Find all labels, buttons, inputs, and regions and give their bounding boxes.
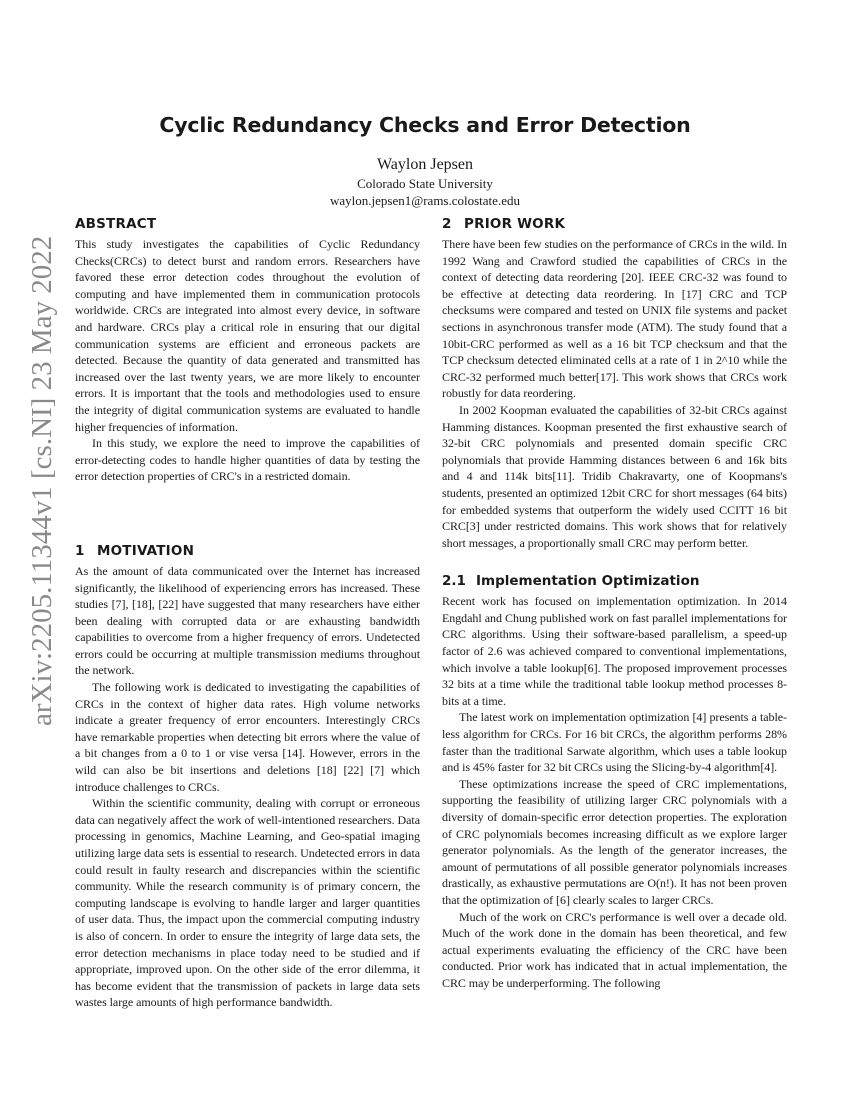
motivation-paragraph: Within the scientific community, dealing with corrupt or erroneous data can negatively affect the work of well-intentioned researchers. Data processing in genomics, Machine Learning, and Geo-spatial imaging utilizing large data sets is essential to research. Undetected errors in data could result in faulty research and discrepancies within the scientific community. While the research community is of primary concern, the computing landscape is evolving to handle larger and larger quantities of user data. Thus, the impact upon the commercial computing industry is also of concern. In order to ensure the integrity of large data sets, the error detection mechanisms in place today need to be studied and if appropriate, improved upon. On the other side of the error dilemma, it has become evident that the transmission of packets in large data sets wastes large amounts of high performance bandwidth. xyxy=(75,796,420,1010)
prior-work-paragraph: There have been few studies on the performance of CRCs in the wild. In 1992 Wang and Crawford studied the capabilities of CRCs in the context of detecting data reordering [20]. IEEE CRC-32 was found to be effective at detecting data reordering. In [17] CRC and TCP checksums were compared and tested on UNIX file systems and packet sections in asynchronous transfer mode (ATM). The study found that a 10bit-CRC performed as well as a 16 bit TCP checksum and that the TCP checksum detected eliminated cells at a rate of 1 in 2^10 while the CRC-32 performed much better[17]. This work shows that CRCs work robustly for data reordering. xyxy=(442,237,787,401)
section-title: PRIOR WORK xyxy=(464,216,566,232)
abstract-paragraph: In this study, we explore the need to improve the capabilities of error-detecting codes to handle higher quantities of data by testing the error detection properties of CRC's in a restricted domain. xyxy=(75,436,420,484)
section-number: 2 xyxy=(442,216,452,232)
author-affiliation: Colorado State University xyxy=(357,176,493,191)
abstract-paragraph: This study investigates the capabilities of Cyclic Redundancy Checks(CRCs) to detect burst and random errors. Researchers have favored these error detection codes throughout the evolution of computing and have implemented them in communication protocols worldwide. CRCs are integrated into almost every device, in software and hardware. CRCs play a critical role in ensuring that our digital communication systems are efficient and erroneous packets are detected. Because the quantity of data generated and transmitted has increased over the last twenty years, we are more likely to encounter errors. It is important that the tools and methodologies used to ensure the integrity of digital communication systems are evaluated to handle higher frequencies of information. xyxy=(75,237,420,434)
subsection-number: 2.1 xyxy=(442,573,466,590)
prior-work-heading xyxy=(442,216,787,232)
motivation-heading xyxy=(75,543,420,559)
left-column xyxy=(75,216,420,1011)
paper-title: Cyclic Redundancy Checks and Error Detection xyxy=(159,113,691,137)
prior-work-paragraph: In 2002 Koopman evaluated the capabilities of 32-bit CRCs against Hamming distances. Koopman presented the first exhaustive search of 32-bit CRC polynomials and presented domain specific CRC polynomials that provide Hamming distances between 6 and 16k bits and 4 and 114k bits[11]. Tridib Chakravarty, one of Koopmans's students, presented an optimized 12bit CRC for short messages (64 bits) for embedded systems that outperform the widely used CCITT 16 bit CRC[3] under restricted domains. This work shows that for relatively short messages, a proportionally small CRC may perform better. xyxy=(442,402,787,550)
author-email: waylon.jepsen1@rams.colostate.edu xyxy=(330,193,520,208)
prior-work-section xyxy=(442,216,787,551)
motivation-paragraph: The following work is dedicated to investigating the capabilities of CRCs in the context of higher data rates. High volume networks indicate a greater frequency of error encounters. Interestingly CRCs have remarkable properties when detecting bit errors where the value of a bit changes from a 0 to 1 or vise versa [14]. However, errors in the wild can also be bit insertions and deletions [18] [22] [7] which introduce challenges to CRCs. xyxy=(75,680,420,794)
motivation-section xyxy=(75,543,420,1011)
section-number: 1 xyxy=(75,542,85,559)
implementation-section xyxy=(442,573,787,991)
motivation-paragraph: As the amount of data communicated over the Internet has increased significantly, the likelihood of experiencing errors has increased. These studies [7], [18], [22] have suggested that many researchers have either been dealing with corrupted data or are exhausting bandwidth capabilities to overcome from a higher frequency of errors. Undetected errors could be occurring at multiple transmission mediums throughout the network. xyxy=(75,563,420,678)
implementation-heading xyxy=(442,573,787,589)
subsection-title: Implementation Optimization xyxy=(476,573,700,590)
implementation-paragraph: Much of the work on CRC's performance is well over a decade old. Much of the work done in the domain has been theoretical, and few actual experiments evaluating the efficiency of the CRC have been conducted. Prior work has indicated that in actual implementation, the CRC may be underperforming. The following xyxy=(442,909,787,990)
section-title: MOTIVATION xyxy=(97,542,195,559)
abstract-heading: ABSTRACT xyxy=(75,216,157,232)
right-column xyxy=(442,216,787,992)
implementation-paragraph: Recent work has focused on implementation optimization. In 2014 Engdahl and Chung published work on fast parallel implementations for CRC algorithms. Using their software-based parallelism, a speed-up factor of 2.6 was achieved compared to conventional implementations, which involve a table lookup[6]. The proposed improvement processes 32 bits at a time while the traditional table lookup method processes 8-bits at a time. xyxy=(442,594,787,708)
abstract-section xyxy=(75,216,420,485)
author-name: Waylon Jepsen xyxy=(376,156,474,173)
implementation-paragraph: These optimizations increase the speed of CRC implementations, supporting the feasibility of utilizing larger CRC polynomials with a diversity of domain-specific error detection properties. The exploration of CRC polynomials becomes increasing difficult as we explore larger generator polynomials. As the length of the generator increases, the amount of permutations of all possible generator polynomials increases drastically, as exhaustive permutations are O(n!). It has not been proven that the optimization of [6] clearly scales to larger CRCs. xyxy=(442,776,787,907)
implementation-paragraph: The latest work on implementation optimization [4] presents a table-less algorithm for CRCs. For 16 bit CRCs, the algorithm performs 28% faster than the traditional Sarwate algorithm, which uses a table lookup and is 45% faster for 32 bit CRCs using the Slicing-by-4 algorithm[4]. xyxy=(442,710,787,775)
arxiv-identifier: arXiv:2205.11344v1 [cs.NI] 23 May 2022 xyxy=(26,235,58,726)
